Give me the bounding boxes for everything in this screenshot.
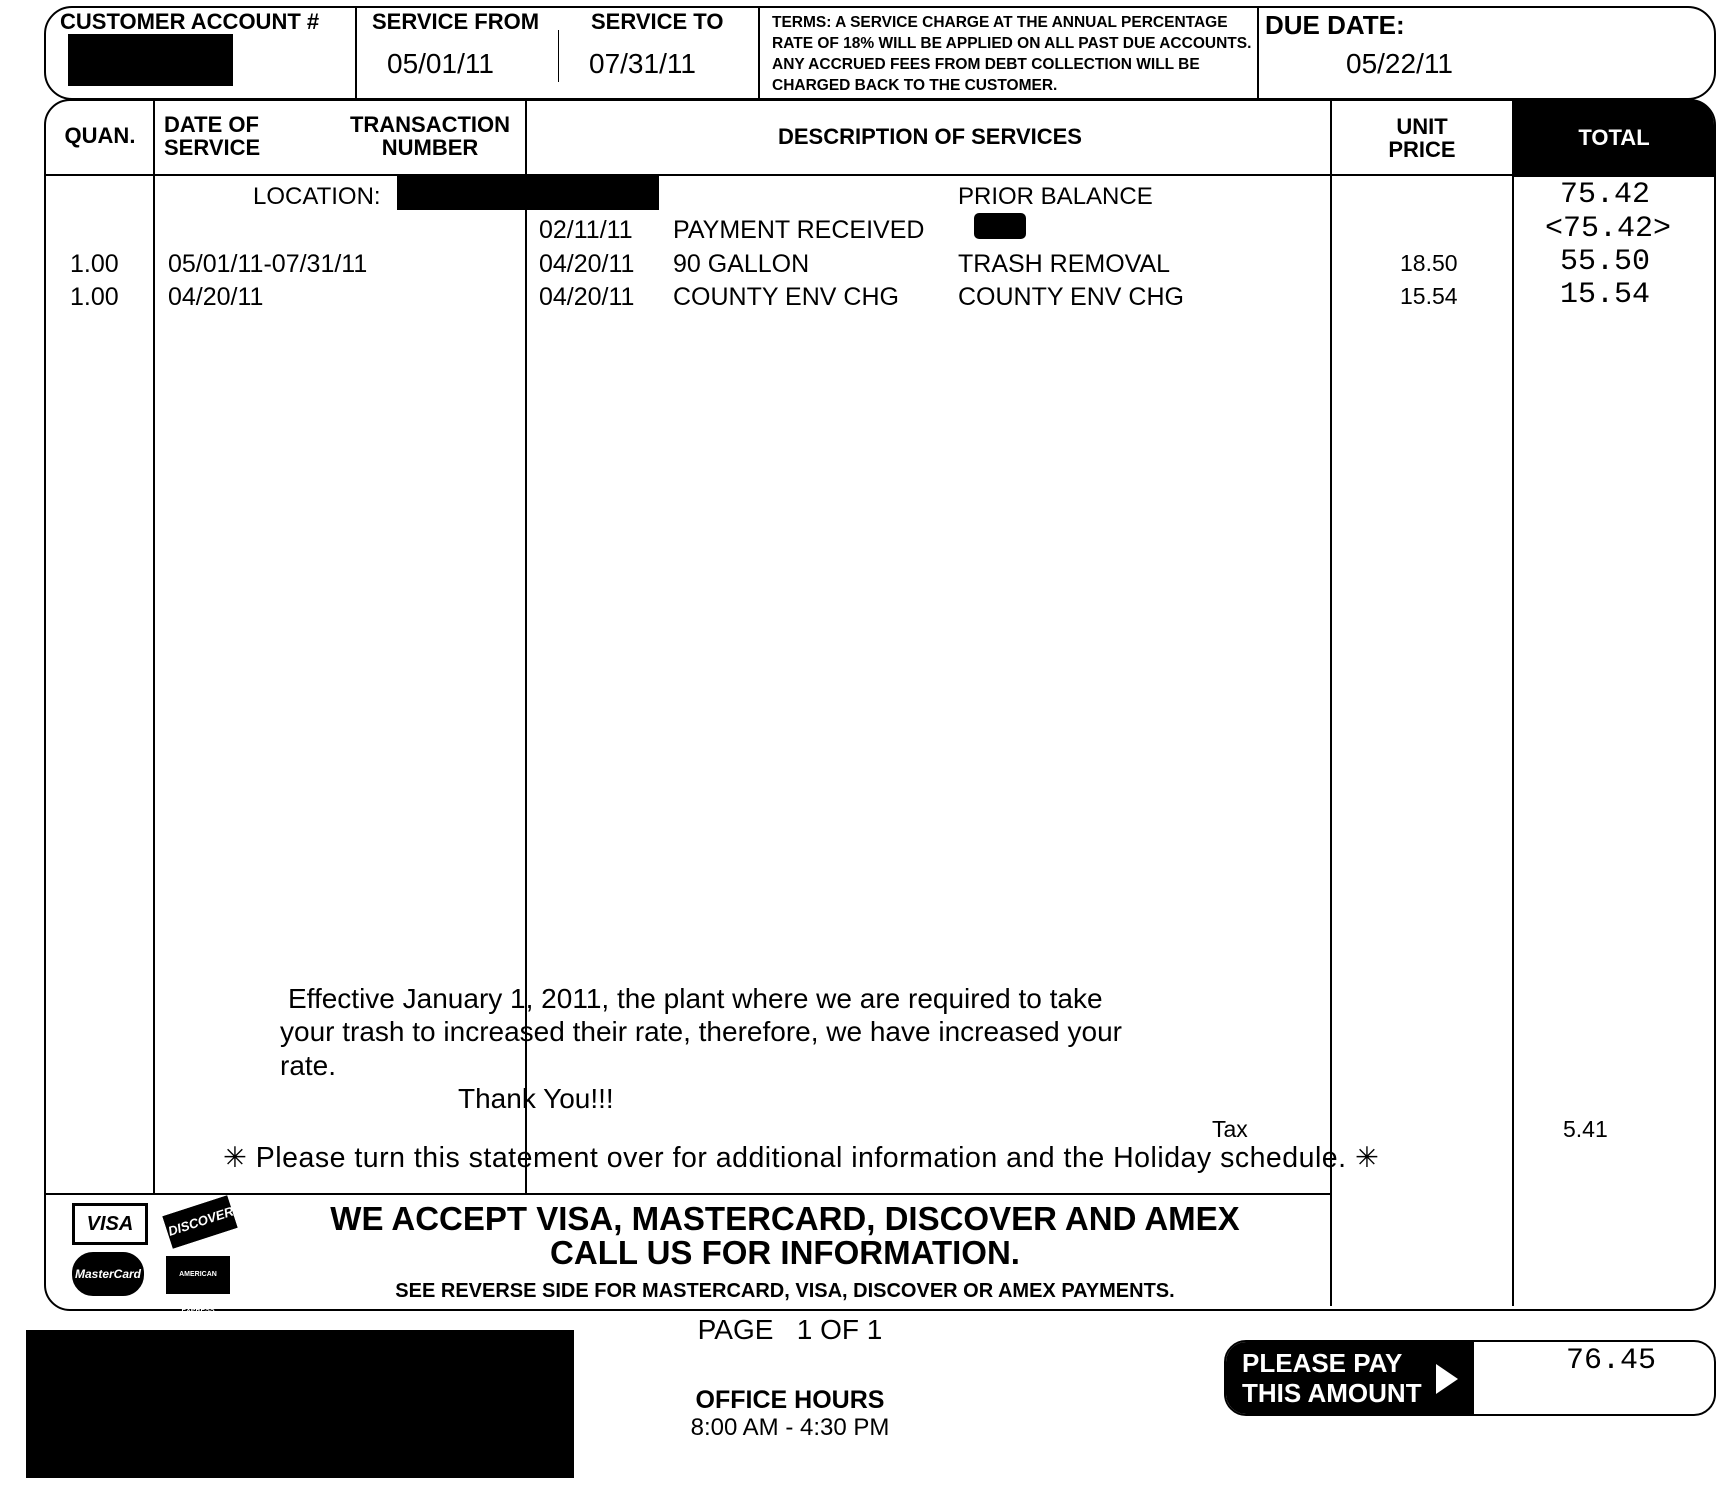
row3-unit-price: 15.54 [1400, 283, 1458, 309]
row1-trans-date: 02/11/11 [539, 216, 633, 244]
service-from-label: SERVICE FROM [372, 9, 540, 34]
notice-line-3: rate. [280, 1050, 337, 1081]
notice-line-2: your trash to increased their rate, therefore, we have increased your [280, 1016, 1122, 1047]
row3-quan: 1.00 [70, 283, 119, 311]
statement-table [44, 99, 1716, 1311]
divider [1257, 6, 1259, 98]
col-unit-price-2: PRICE [1388, 137, 1456, 162]
accept-cards-line-2: CALL US FOR INFORMATION. [550, 1234, 1020, 1271]
row3-desc2: COUNTY ENV CHG [958, 283, 1184, 311]
divider [558, 30, 559, 82]
col-transaction-2: NUMBER [381, 135, 479, 160]
col-divider [1330, 101, 1332, 1306]
pay-label-1: PLEASE PAY [1242, 1348, 1403, 1378]
reverse-side-note: SEE REVERSE SIDE FOR MASTERCARD, VISA, DISCOVER OR AMEX PAYMENTS. [395, 1280, 1175, 1302]
accept-cards-line-1: WE ACCEPT VISA, MASTERCARD, DISCOVER AND AMEX [330, 1200, 1240, 1237]
terms-text: TERMS: A SERVICE CHARGE AT THE ANNUAL PERCENTAGE RATE OF 18% WILL BE APPLIED ON ALL PAST DUE ACCOUNTS. ANY ACCRUED FEES FROM DEBT COLLECTION WILL BE CHARGED BACK TO THE CUSTOMER. [772, 14, 1252, 94]
service-to-value: 07/31/11 [589, 48, 696, 79]
row2-quan: 1.00 [70, 250, 119, 278]
page-number: PAGE 1 OF 1 [697, 1314, 883, 1345]
header-rule [45, 174, 1513, 176]
location-redacted [397, 176, 659, 210]
payment-ref-redacted [974, 213, 1026, 239]
tax-value: 5.41 [1563, 1116, 1608, 1142]
row3-date-of-service: 04/20/11 [168, 283, 264, 311]
row2-date-of-service: 05/01/11-07/31/11 [168, 250, 368, 278]
discover-icon: DISCOVER [162, 1195, 237, 1248]
location-label: LOCATION: [253, 183, 381, 210]
due-date-label: DUE DATE: [1265, 10, 1405, 40]
amex-icon: AMERICAN EXPRESS [166, 1256, 230, 1294]
row3-total: 15.54 [1560, 278, 1651, 312]
col-quan: QUAN. [64, 123, 136, 148]
col-unit-price-1: UNIT [1396, 114, 1448, 139]
col-transaction-1: TRANSACTION [349, 112, 511, 137]
office-hours-value: 8:00 AM - 4:30 PM [690, 1414, 890, 1441]
prior-balance-value: 75.42 [1560, 178, 1651, 212]
col-description: DESCRIPTION OF SERVICES [778, 124, 1082, 149]
row2-unit-price: 18.50 [1400, 250, 1458, 276]
col-date-of-service-1: DATE OF [164, 112, 259, 137]
account-number-redacted [68, 34, 233, 86]
customer-account-label: CUSTOMER ACCOUNT # [60, 9, 320, 34]
office-hours-label: OFFICE HOURS [695, 1386, 885, 1414]
col-divider [153, 101, 155, 1193]
play-arrow-icon [1436, 1364, 1458, 1394]
row3-trans-date: 04/20/11 [539, 283, 635, 311]
pay-amount-box [1224, 1340, 1716, 1416]
row2-trans-date: 04/20/11 [539, 250, 635, 278]
col-divider [1512, 101, 1514, 1306]
pay-amount-value: 76.45 [1566, 1344, 1657, 1378]
row1-total: <75.42> [1545, 212, 1672, 246]
col-total: TOTAL [1578, 125, 1650, 150]
turn-over-notice: ✳ Please turn this statement over for additional information and the Holiday schedule. ✳ [223, 1142, 1380, 1174]
row1-desc: PAYMENT RECEIVED [673, 216, 925, 244]
service-to-label: SERVICE TO [591, 9, 724, 34]
pay-label-2: THIS AMOUNT [1242, 1378, 1422, 1408]
visa-icon: VISA [72, 1203, 148, 1245]
divider [758, 6, 760, 98]
mastercard-icon: MasterCard [72, 1252, 144, 1296]
notice-thanks: Thank You!!! [458, 1083, 614, 1114]
due-date-value: 05/22/11 [1346, 48, 1453, 79]
col-date-of-service-2: SERVICE [164, 135, 261, 160]
prior-balance-label: PRIOR BALANCE [958, 183, 1153, 210]
row2-desc2: TRASH REMOVAL [958, 250, 1171, 278]
row2-total: 55.50 [1560, 245, 1651, 279]
service-from-value: 05/01/11 [387, 48, 494, 79]
footer-rule [45, 1193, 1331, 1195]
address-redacted [26, 1330, 574, 1478]
row2-desc1: 90 GALLON [673, 250, 810, 278]
divider [355, 6, 357, 98]
tax-label: Tax [1212, 1116, 1248, 1142]
notice-line-1: Effective January 1, 2011, the plant where we are required to take [288, 983, 1103, 1014]
row3-desc1: COUNTY ENV CHG [673, 283, 899, 311]
